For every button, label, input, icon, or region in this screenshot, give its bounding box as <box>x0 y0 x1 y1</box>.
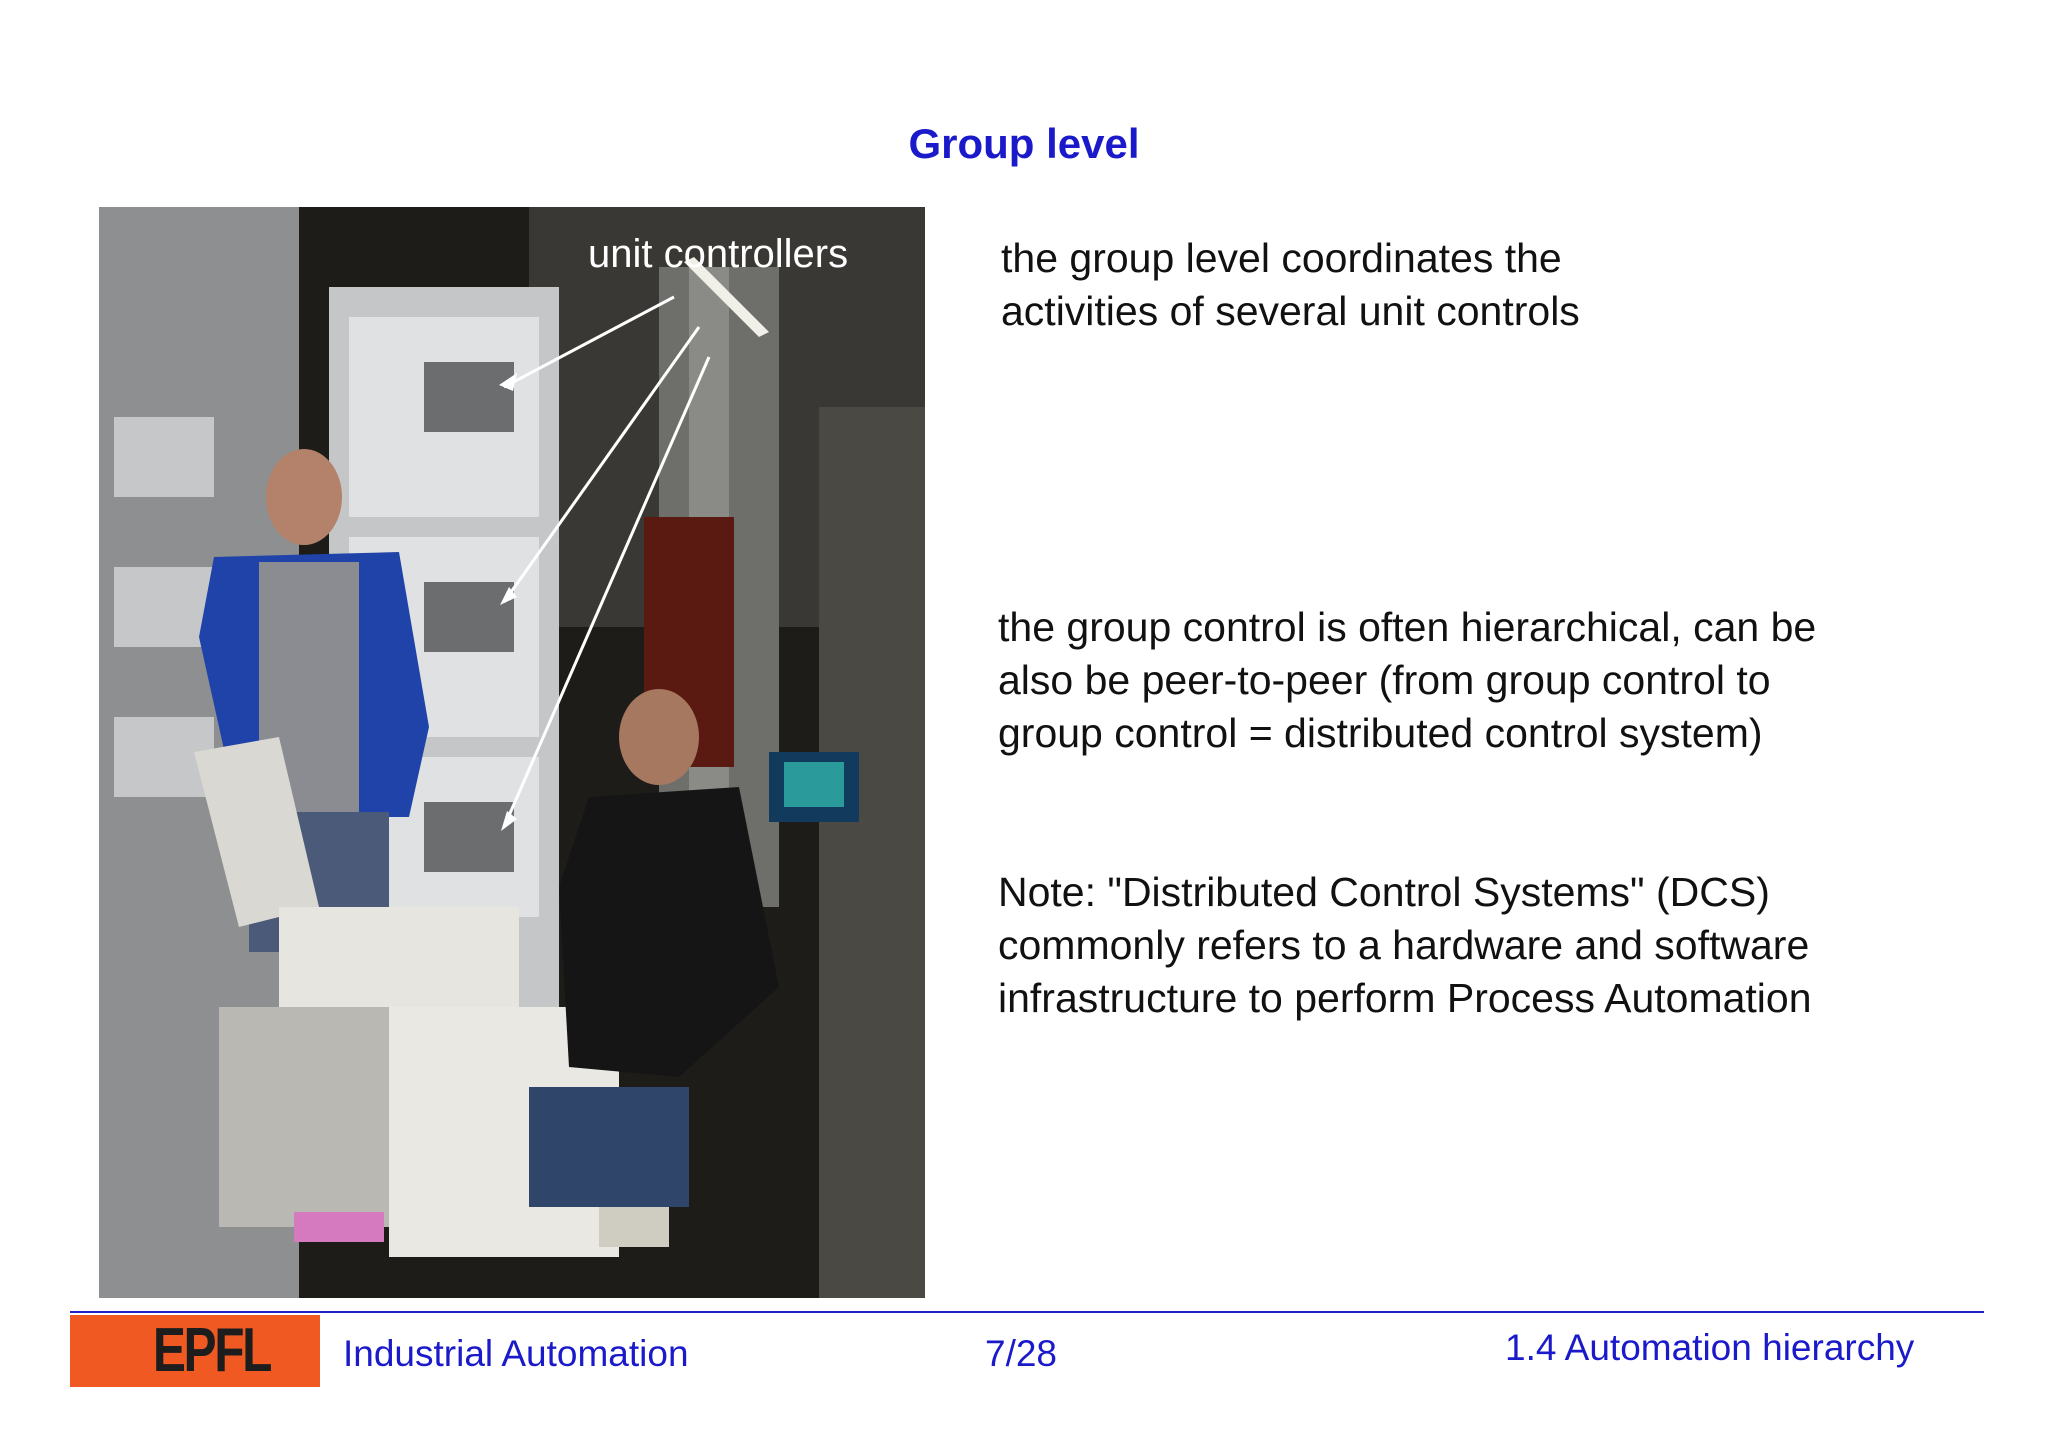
paragraph-dcs-note <box>998 866 1812 1025</box>
paragraph-coordination <box>1001 232 1580 338</box>
footer-rule <box>70 1311 1984 1313</box>
lab-photo <box>99 207 925 1298</box>
paragraph-line: activities of several unit controls <box>1001 288 1580 334</box>
footer-page-number: 7/28 <box>985 1333 1058 1374</box>
paragraph-line: commonly refers to a hardware and software <box>998 922 1810 968</box>
paragraph-hierarchy <box>998 601 1816 760</box>
unit-controllers-label: unit controllers <box>588 232 849 276</box>
paragraph-line: the group level coordinates the <box>1001 235 1562 281</box>
paragraph-line: also be peer-to-peer (from group control to <box>998 657 1771 703</box>
paragraph-line: group control = distributed control system) <box>998 710 1763 756</box>
slide-title: Group level <box>908 120 1140 167</box>
paragraph-line: Note: "Distributed Control Systems" (DCS) <box>998 869 1770 915</box>
paragraph-line: the group control is often hierarchical, can be <box>998 604 1817 650</box>
epfl-logo-text: EPFL <box>152 1316 270 1385</box>
paragraph-line: infrastructure to perform Process Automation <box>998 975 1812 1021</box>
footer-course-name: Industrial Automation <box>343 1333 689 1374</box>
footer-section-title: 1.4 Automation hierarchy <box>1505 1327 1915 1368</box>
